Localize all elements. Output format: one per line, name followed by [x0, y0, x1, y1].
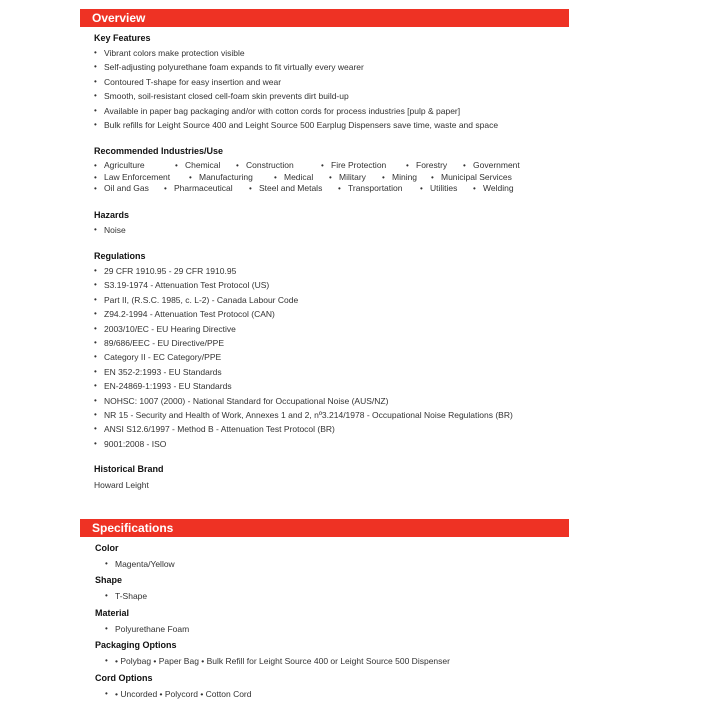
key-features-heading: Key Features: [94, 33, 151, 43]
historical-brand-section: [94, 464, 574, 491]
list-item: • Smooth, soil-resistant closed cell-foam skin prevents dirt build-up: [94, 89, 574, 103]
industries-row: [94, 160, 574, 172]
industry-item: • Chemical: [175, 160, 221, 172]
industry-item: • Construction: [236, 160, 306, 172]
list-item: • T-Shape: [95, 589, 575, 603]
industry-item: • Agriculture: [94, 160, 160, 172]
list-item: • EN 352-2:1993 - EU Standards: [94, 365, 574, 379]
list-item: • Polyurethane Foam: [95, 622, 575, 636]
cord-heading: Cord Options: [95, 672, 153, 683]
packaging-list: [95, 654, 575, 668]
list-item: • Contoured T-shape for easy insertion and wear: [94, 75, 574, 89]
overview-header: Overview: [80, 9, 569, 27]
historical-brand-value: Howard Leight: [94, 480, 149, 490]
regulations-heading: Regulations: [94, 251, 146, 261]
list-item: • 89/686/EEC - EU Directive/PPE: [94, 336, 574, 350]
industry-item: • Pharmaceutical: [164, 183, 234, 195]
list-item: • 2003/10/EC - EU Hearing Directive: [94, 322, 574, 336]
material-heading: Material: [95, 607, 130, 618]
specifications-section: [95, 543, 575, 701]
industry-item: • Military: [329, 172, 367, 184]
packaging-heading: Packaging Options: [95, 640, 177, 651]
industry-item: • Transportation: [338, 183, 405, 195]
industry-item: • Steel and Metals: [249, 183, 323, 195]
list-item: • Magenta/Yellow: [95, 557, 575, 571]
list-item: • EN-24869-1:1993 - EU Standards: [94, 379, 574, 393]
list-item: • Available in paper bag packaging and/or with cotton cords for process industries [pulp & paper]: [94, 104, 574, 118]
list-item: • Vibrant colors make protection visible: [94, 46, 574, 60]
list-item: • 29 CFR 1910.95 - 29 CFR 1910.95: [94, 264, 574, 278]
industry-item: • Utilities: [420, 183, 458, 195]
shape-list: [95, 589, 575, 603]
industry-item: • Forestry: [406, 160, 448, 172]
key-features-list: [94, 46, 574, 132]
industry-item: • Government: [463, 160, 520, 172]
industries-row: [94, 183, 574, 195]
regulations-section: [94, 251, 574, 451]
list-item: • Noise: [94, 223, 574, 237]
list-item: • NR 15 - Security and Health of Work, Annexes 1 and 2, nº3.214/1978 - Occupational Noise Regulations (BR): [94, 408, 574, 422]
color-list: [95, 557, 575, 571]
list-item: • Category II - EC Category/PPE: [94, 350, 574, 364]
color-heading: Color: [95, 543, 119, 553]
material-list: [95, 622, 575, 636]
list-item: • S3.19-1974 - Attenuation Test Protocol (US): [94, 278, 574, 292]
list-item: • Z94.2-1994 - Attenuation Test Protocol (CAN): [94, 307, 574, 321]
hazards-section: [94, 210, 574, 237]
list-item: • • Polybag • Paper Bag • Bulk Refill for Leight Source 400 or Leight Source 500 Dispenser: [95, 654, 575, 668]
industries-section: [94, 146, 574, 195]
shape-heading: Shape: [95, 575, 123, 586]
industry-item: • Manufacturing: [189, 172, 259, 184]
industry-item: • Law Enforcement: [94, 172, 174, 184]
regulations-list: [94, 264, 574, 451]
industry-item: • Municipal Services: [431, 172, 512, 184]
industry-item: • Medical: [274, 172, 314, 184]
industries-row: [94, 172, 574, 184]
industry-item: • Mining: [382, 172, 416, 184]
hazards-list: [94, 223, 574, 237]
list-item: • ANSI S12.6/1997 - Method B - Attenuation Test Protocol (BR): [94, 422, 574, 436]
specifications-header: Specifications: [80, 519, 569, 537]
hazards-heading: Hazards: [94, 210, 130, 220]
list-item: • Part II, (R.S.C. 1985, c. L-2) - Canada Labour Code: [94, 293, 574, 307]
list-item: • • Uncorded • Polycord • Cotton Cord: [95, 687, 575, 701]
list-item: • Bulk refills for Leight Source 400 and Leight Source 500 Earplug Dispensers save time, waste and space: [94, 118, 574, 132]
list-item: • Self-adjusting polyurethane foam expands to fit virtually every wearer: [94, 60, 574, 74]
cord-list: [95, 687, 575, 701]
list-item: • NOHSC: 1007 (2000) - National Standard for Occupational Noise (AUS/NZ): [94, 394, 574, 408]
historical-brand-heading: Historical Brand: [94, 464, 164, 474]
industry-item: • Oil and Gas: [94, 183, 149, 195]
industry-item: • Fire Protection: [321, 160, 391, 172]
industry-item: • Welding: [473, 183, 514, 195]
industries-heading: Recommended Industries/Use: [94, 146, 224, 156]
list-item: • 9001:2008 - ISO: [94, 437, 574, 451]
key-features-section: [94, 33, 574, 132]
